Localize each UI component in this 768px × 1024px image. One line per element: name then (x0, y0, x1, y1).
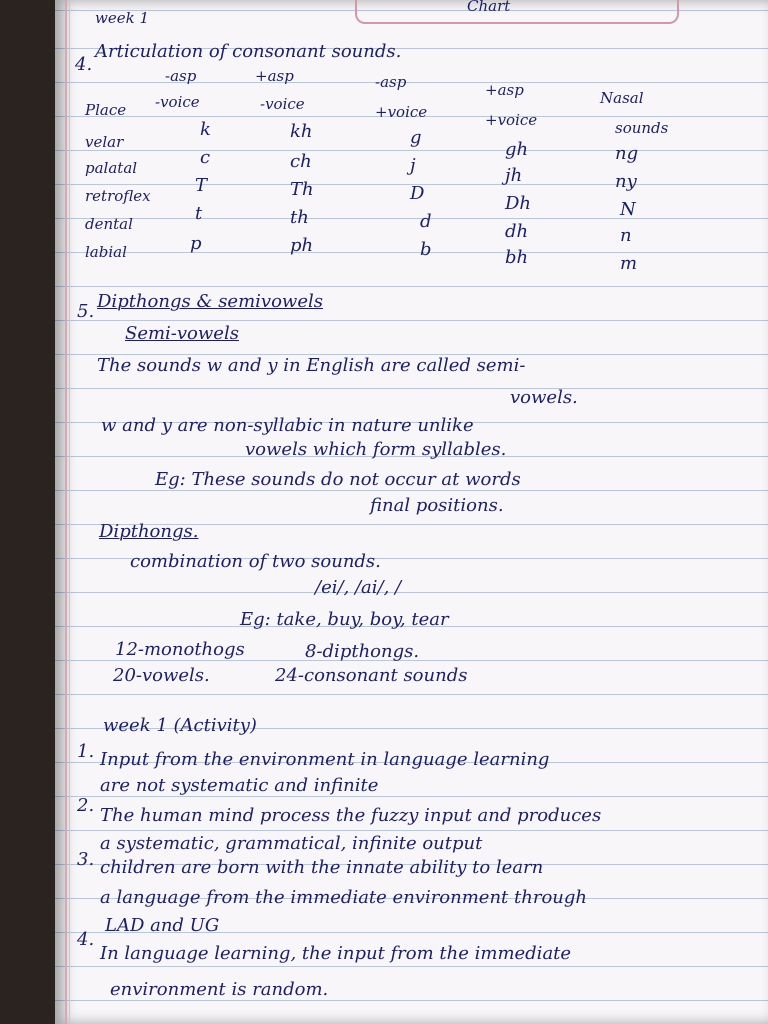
item-1-line-1: Input from the environment in language learning (100, 749, 550, 770)
voice-3: +voice (375, 103, 428, 121)
item-3-line-2: a language from the immediate environment through (100, 887, 587, 908)
item-4-line-1: In language learning, the input from the immediate (100, 943, 572, 964)
row-label-palatal: palatal (85, 159, 138, 177)
margin-line-inner (69, 0, 70, 1024)
cell: T (195, 175, 208, 196)
voice-5: sounds (615, 119, 669, 137)
dip-line-1: combination of two sounds. (130, 551, 381, 572)
cell: th (290, 207, 309, 228)
dip-line-3: Eg: take, buy, boy, tear (240, 609, 449, 630)
cell: D (410, 183, 425, 204)
semi-line-4: Eg: These sounds do not occur at words (155, 469, 521, 490)
item-2-line-2: a systematic, grammatical, infinite output (100, 833, 483, 854)
cell: k (200, 119, 211, 140)
dip-heading: Dipthongs. (99, 521, 199, 542)
row-label-dental: dental (85, 215, 133, 233)
cell: Th (290, 179, 314, 200)
col-head-4: +asp (485, 81, 524, 99)
semi-line-1: The sounds w and y in English are called semi- (97, 355, 526, 376)
row-label-velar: velar (85, 133, 124, 151)
cell: jh (505, 165, 523, 186)
voice-4: +voice (485, 111, 538, 129)
cell: bh (505, 247, 529, 268)
margin-line (65, 0, 67, 1024)
item-4-line-2: environment is random. (110, 979, 329, 1000)
activity-heading: week 1 (Activity) (103, 715, 257, 736)
row-head: Place (85, 101, 127, 119)
header-box (355, 0, 679, 24)
cell: gh (505, 139, 529, 160)
semi-line-5: final positions. (370, 495, 504, 516)
semi-line-3: vowels which form syllables. (245, 439, 507, 460)
semi-heading: Semi-vowels (125, 323, 239, 344)
dip-line-2: /ei/, /ai/, / (315, 577, 402, 598)
row-label-labial: labial (85, 243, 127, 261)
cell: ch (290, 151, 312, 172)
cell: ng (615, 143, 639, 164)
item-1-number: 1. (77, 741, 95, 762)
item-4-number: 4. (77, 929, 95, 950)
col-head-1: -asp (165, 67, 197, 85)
item-2-line-1: The human mind process the fuzzy input and produces (100, 805, 602, 826)
cell: dh (505, 221, 529, 242)
dip-line-5a: 20-vowels. (113, 665, 210, 686)
notebook-page (55, 0, 768, 1024)
cell: Dh (505, 193, 532, 214)
col-head-3: -asp (375, 73, 407, 91)
cell: ny (615, 171, 637, 192)
cell: t (195, 203, 203, 224)
voice-2: -voice (260, 95, 305, 113)
cell: b (420, 239, 432, 260)
row-label-retroflex: retroflex (85, 187, 151, 205)
dip-line-5b: 24-consonant sounds (275, 665, 468, 686)
item-3-number: 3. (77, 849, 95, 870)
cell: kh (290, 121, 313, 142)
section2-number: 5. (77, 301, 95, 322)
voice-1: -voice (155, 93, 200, 111)
cell: m (620, 253, 638, 274)
cell: d (420, 211, 432, 232)
dip-line-4b: 8-dipthongs. (305, 641, 420, 662)
section2-title: Dipthongs & semivowels (97, 291, 323, 312)
dip-line-4a: 12-monothogs (115, 639, 245, 660)
week-label: week 1 (95, 9, 149, 27)
item-1-line-2: are not systematic and infinite (100, 775, 379, 796)
cell: n (620, 225, 632, 246)
item-3-line-3: LAD and UG (105, 915, 220, 936)
cell: ph (290, 235, 314, 256)
cell: N (620, 199, 636, 220)
semi-line-2: w and y are non-syllabic in nature unlike (101, 415, 474, 436)
item-2-number: 2. (77, 795, 95, 816)
col-head-5: Nasal (600, 89, 644, 107)
cell: p (190, 233, 202, 254)
header-corner-text: Chart (467, 0, 511, 15)
semi-line-1b: vowels. (510, 387, 578, 408)
section1-number: 4. (75, 54, 93, 75)
cell: c (200, 147, 211, 168)
section1-title: Articulation of consonant sounds. (95, 41, 402, 62)
item-3-line-1: children are born with the innate ability to learn (100, 857, 544, 878)
cell: g (410, 127, 422, 148)
cell: j (410, 155, 416, 176)
col-head-2: +asp (255, 67, 294, 85)
